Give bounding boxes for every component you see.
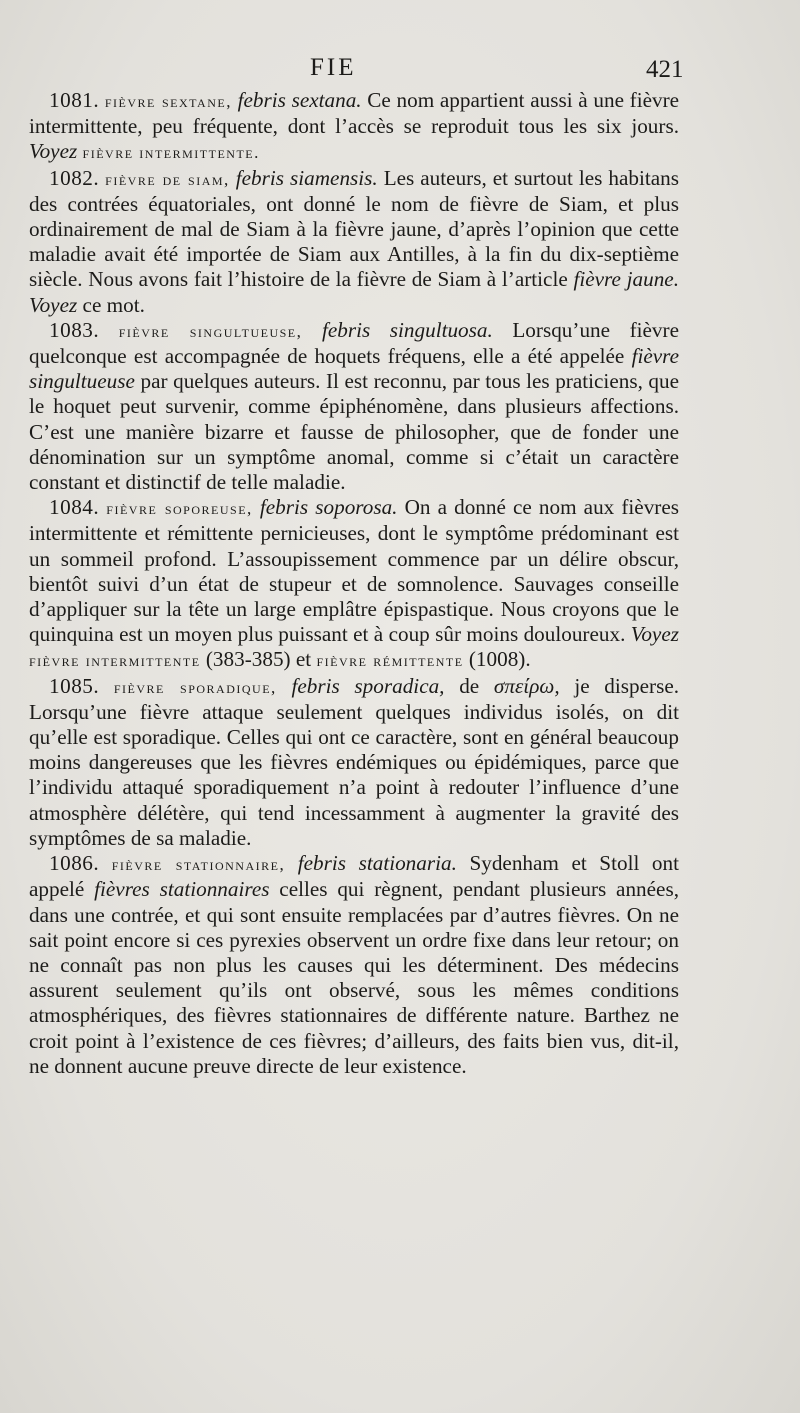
entry-1083 bbox=[29, 318, 679, 495]
running-head bbox=[0, 54, 800, 88]
entry-text-end: (1008). bbox=[468, 647, 531, 672]
cross-reference-2: fièvre rémittente bbox=[316, 651, 464, 671]
entry-text: Lorsqu’une fièvre quelconque est accompagnée de hoquets fréquens, elle a été appelée bbox=[29, 317, 679, 369]
entry-latin: febris sextana. bbox=[237, 88, 362, 112]
entry-1084 bbox=[29, 495, 679, 673]
entry-latin: febris sporadica, bbox=[291, 673, 445, 698]
entry-text-end: par quelques auteurs. Il est reconnu, par tous les praticiens, que le hoquet peut survenir, comme épiphénomène, dans plusieurs affections. C’est une manière bizarre et fausse de philosopher, que de fonder une dénomination sur un symptôme anomal, comme si c’était un caractère constant et distinctif de telle maladie. bbox=[29, 369, 680, 495]
entry-italic: fièvre singultueuse bbox=[29, 344, 680, 394]
entry-number: 1084. bbox=[49, 495, 100, 520]
entry-term: fièvre sextane, bbox=[104, 92, 232, 111]
entry-text-end: je disperse. Lorsqu’une fièvre attaque seulement quelques individus isolés, on dit qu’elle est sporadique. Celles qui ont ce caractère, sont en général beaucoup moins dangereuses que les fièvres endémiques ou épidémiques, parce que l’individu attaqué sporadiquement n’a point à redouter l’influence d’une atmosphère délétère, qui tend incessamment à augmenter la gravité des symptômes de sa maladie. bbox=[29, 673, 680, 850]
cross-reference: fièvre intermittente bbox=[29, 651, 201, 671]
entry-number: 1083. bbox=[49, 317, 100, 342]
entry-1082 bbox=[29, 166, 679, 318]
entry-latin: febris stationaria. bbox=[297, 851, 457, 876]
entry-number: 1086. bbox=[49, 851, 100, 876]
entry-text: de bbox=[459, 673, 480, 698]
entry-text: Les auteurs, et surtout les habitans des contrées équatoriales, ont donné le nom de fièvre de Siam, et plus ordinairement de mal de Siam à la fièvre jaune, d’après l’opinion que cette maladie avait été importée de Siam aux Antilles, à la fin du dix-septième siècle. Nous avons fait l’histoire de la fièvre de Siam à l’article bbox=[29, 165, 679, 292]
cross-reference: fièvre intermittente. bbox=[82, 143, 260, 163]
entry-text: Sydenham et Stoll ont appelé bbox=[29, 851, 679, 902]
entry-text-mid: (383-385) et bbox=[205, 647, 312, 672]
entry-latin: febris singultuosa. bbox=[321, 317, 493, 342]
entry-number: 1085. bbox=[49, 673, 100, 698]
entry-term: fièvre sporadique, bbox=[113, 677, 277, 697]
entry-text-end: celles qui règnent, pendant plusieurs années, dans une contrée, et qui sont ensuite remplacées par d’autres fièvres. On ne sait point encore si ces pyrexies observent un ordre fixe dans leur retour; on ne connaît pas non plus les causes qui les déterminent. Des médecins assurent seulement qu’ils ont observé, sous les mêmes conditions atmosphériques, des fièvres stationnaires de différente nature. Barthez ne croit point à l’existence de ces fièvres; d’ailleurs, des faits bien vus, dit-il, ne donnent aucune preuve directe de leur existence. bbox=[29, 877, 679, 1078]
entry-latin: febris siamensis. bbox=[235, 165, 378, 190]
entry-text-end: ce mot. bbox=[82, 292, 145, 317]
entry-number: 1081. bbox=[49, 88, 100, 112]
dictionary-text bbox=[29, 88, 679, 1079]
entry-italic: fièvre jaune. bbox=[573, 267, 679, 292]
running-head-title: FIE bbox=[310, 54, 357, 81]
entry-text: Ce nom appartient aussi à une fièvre intermittente, peu fréquente, dont l’accès se reproduit tous les six jours. bbox=[29, 88, 680, 139]
entry-term: fièvre singultueuse, bbox=[118, 321, 303, 341]
see-reference: Voyez bbox=[630, 622, 679, 647]
entry-term: fièvre soporeuse, bbox=[106, 499, 253, 519]
greek-word: σπείρω, bbox=[493, 673, 560, 698]
entry-1081 bbox=[29, 88, 679, 166]
entry-text: On a donné ce nom aux fièvres intermittente et rémittente pernicieuses, dont le symptôme prédominant est un sommeil profond. L’assoupissement commence par un délire obscur, bientôt suivi d’un état de stupeur et de somnolence. Sauvages conseille d’appliquer sur la tête un large emplâtre épispastique. Nous croyons que le quinquina est un moyen plus puissant et à coup sûr moins douloureux. bbox=[29, 495, 680, 647]
entry-italic: fièvres stationnaires bbox=[94, 877, 270, 902]
entry-1085 bbox=[29, 674, 679, 851]
page-number: 421 bbox=[646, 56, 684, 83]
entry-number: 1082. bbox=[49, 165, 100, 190]
entry-latin: febris soporosa. bbox=[259, 495, 398, 520]
entry-1086 bbox=[29, 851, 679, 1079]
see-reference: Voyez bbox=[29, 139, 78, 164]
entry-term: fièvre stationnaire, bbox=[111, 855, 286, 875]
entry-term: fièvre de siam, bbox=[105, 169, 230, 189]
see-reference: Voyez bbox=[29, 292, 78, 317]
